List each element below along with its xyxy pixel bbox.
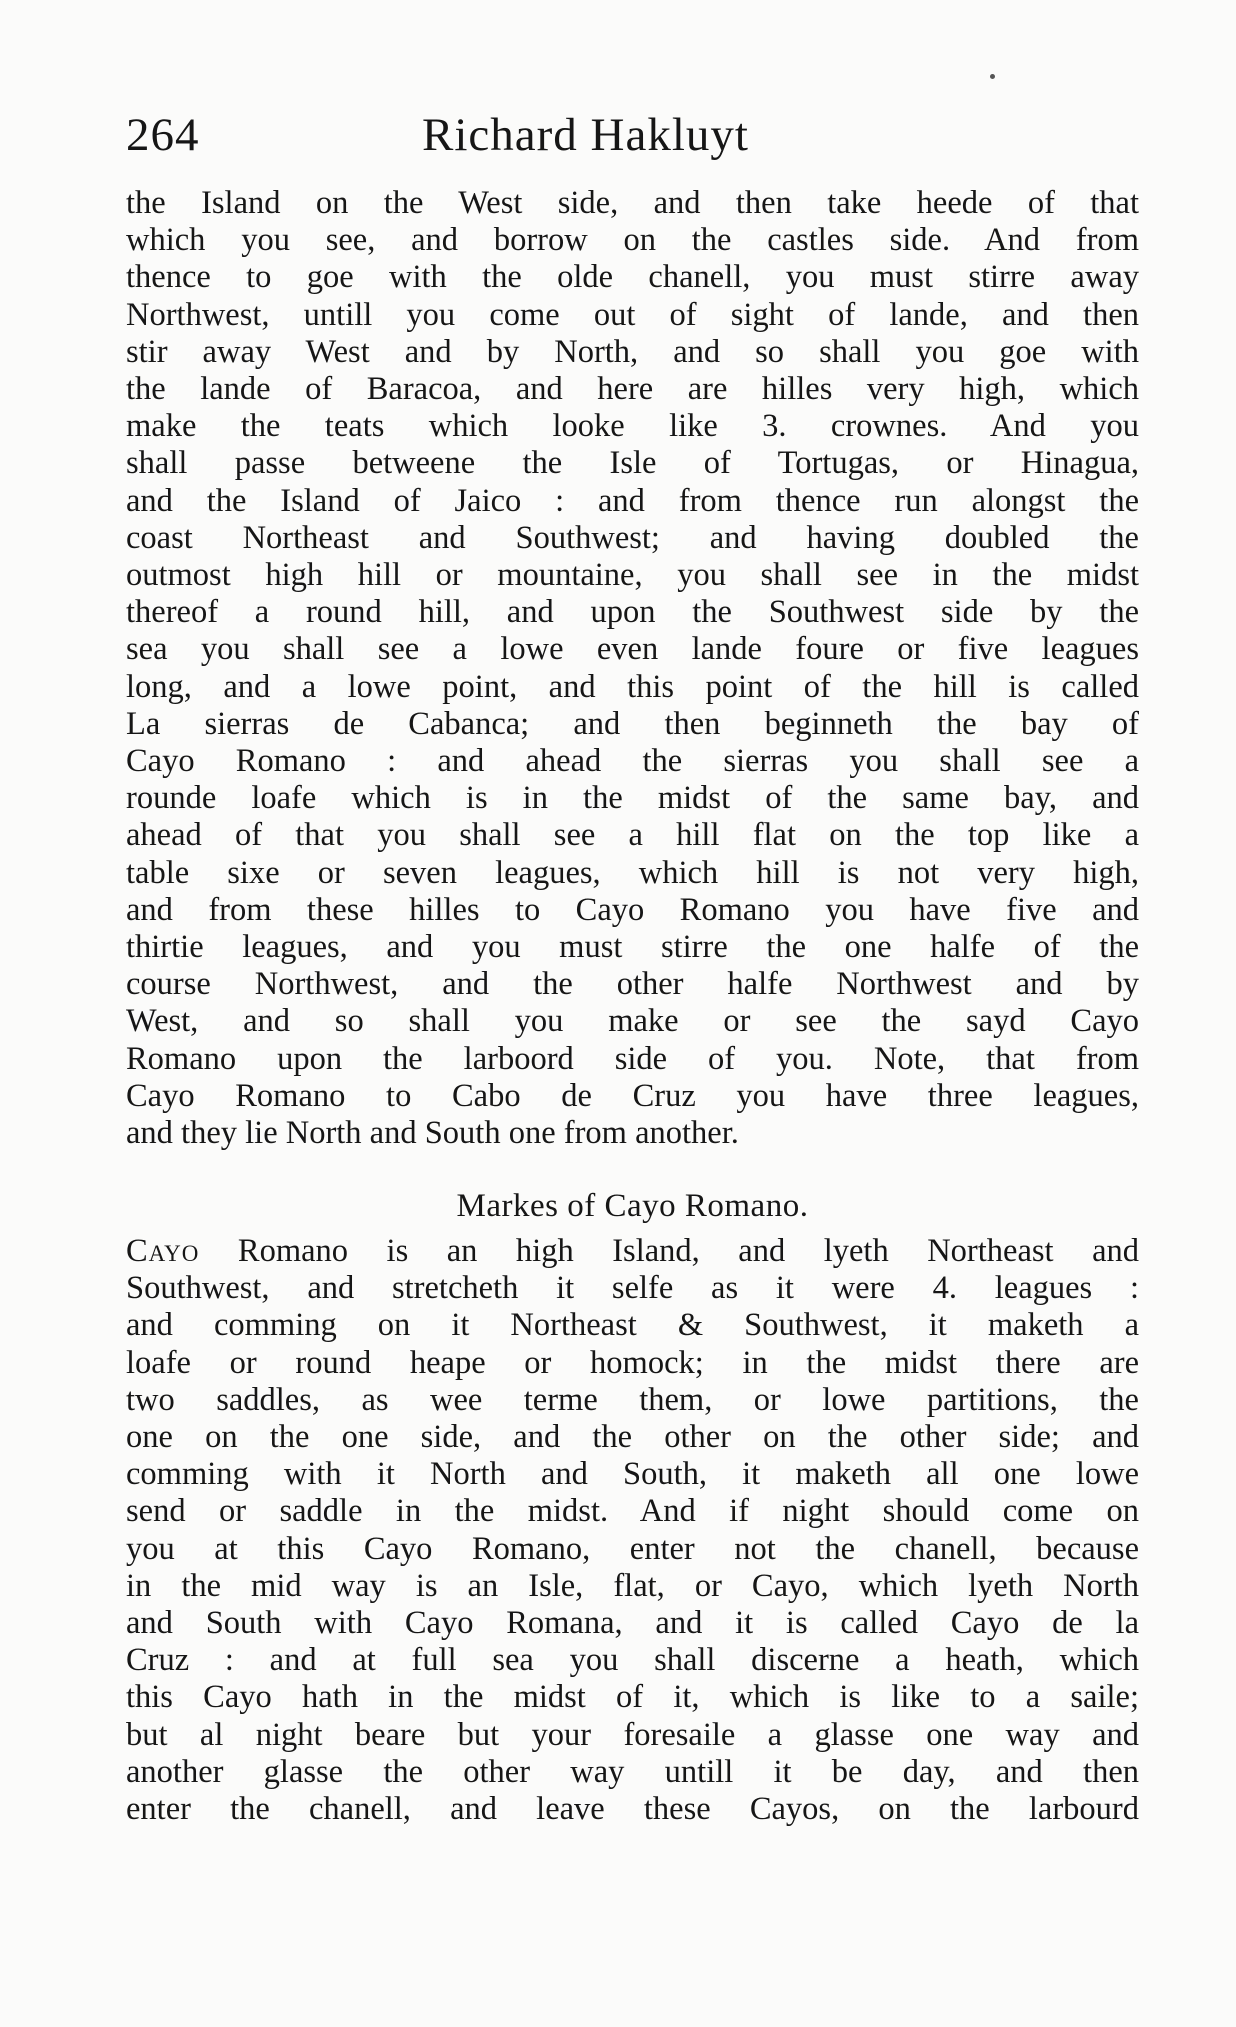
text-line: thirtie leagues, and you must stirre the one halfe of the bbox=[126, 929, 1139, 966]
page-header bbox=[126, 108, 1151, 168]
paragraph-markes bbox=[126, 1233, 1139, 1828]
text-line: outmost high hill or mountaine, you shall see in the midst bbox=[126, 557, 1139, 594]
text-line: long, and a lowe point, and this point of the hill is called bbox=[126, 668, 1139, 705]
first-line-text: Romano is an high Island, and lyeth Northeast and bbox=[199, 1233, 1139, 1269]
text-line: stir away West and by North, and so shall you goe with bbox=[126, 333, 1139, 370]
text-line: thereof a round hill, and upon the Southwest side by the bbox=[126, 594, 1139, 631]
text-line: and comming on it Northeast & Southwest, it maketh a bbox=[126, 1307, 1139, 1344]
text-line: the Island on the West side, and then take heede of that bbox=[126, 185, 1139, 221]
text-line: thence to goe with the olde chanell, you must stirre away bbox=[126, 259, 1139, 296]
text-line: two saddles, as wee terme them, or lowe partitions, the bbox=[126, 1381, 1139, 1418]
text-line: one on the one side, and the other on the other side; and bbox=[126, 1419, 1139, 1456]
text-line: Northwest, untill you come out of sight of lande, and then bbox=[126, 296, 1139, 333]
text-line: Cayo Romano : and ahead the sierras you shall see a bbox=[126, 743, 1139, 780]
text-line-first bbox=[126, 1233, 1139, 1270]
text-line: La sierras de Cabanca; and then beginneth the bay of bbox=[126, 705, 1139, 742]
text-line: you at this Cayo Romano, enter not the chanell, because bbox=[126, 1530, 1139, 1567]
text-line: and they lie North and South one from another. bbox=[126, 1115, 739, 1152]
text-line: Cruz : and at full sea you shall discerne a heath, which bbox=[126, 1642, 1139, 1679]
running-head: Richard Hakluyt bbox=[422, 109, 749, 161]
text-line: which you see, and borrow on the castles side. And from bbox=[126, 222, 1139, 259]
text-line: send or saddle in the midst. And if night should come on bbox=[126, 1493, 1139, 1530]
text-line: course Northwest, and the other halfe Northwest and by bbox=[126, 966, 1139, 1003]
text-line: in the mid way is an Isle, flat, or Cayo, which lyeth North bbox=[126, 1567, 1139, 1604]
paragraph-continued bbox=[126, 185, 1139, 1152]
text-line: ahead of that you shall see a hill flat on the top like a bbox=[126, 817, 1139, 854]
text-line: Cayo Romano to Cabo de Cruz you have three leagues, bbox=[126, 1077, 1139, 1114]
text-line: shall passe betweene the Isle of Tortugas, or Hinagua, bbox=[126, 445, 1139, 482]
text-line: coast Northeast and Southwest; and having doubled the bbox=[126, 519, 1139, 556]
text-line: West, and so shall you make or see the sayd Cayo bbox=[126, 1003, 1139, 1040]
small-caps-lead: Cayo bbox=[126, 1233, 200, 1269]
text-line: Southwest, and stretcheth it selfe as it were 4. leagues : bbox=[126, 1270, 1139, 1307]
text-line: and South with Cayo Romana, and it is called Cayo de la bbox=[126, 1605, 1139, 1642]
text-line: table sixe or seven leagues, which hill is not very high, bbox=[126, 854, 1139, 891]
text-line: rounde loafe which is in the midst of the same bay, and bbox=[126, 780, 1139, 817]
ink-speck bbox=[990, 74, 995, 79]
text-line: and from these hilles to Cayo Romano you have five and bbox=[126, 891, 1139, 928]
text-line: and the Island of Jaico : and from thence run alongst the bbox=[126, 482, 1139, 519]
text-line: another glasse the other way untill it be day, and then bbox=[126, 1753, 1139, 1790]
text-line: make the teats which looke like 3. crownes. And you bbox=[126, 408, 1139, 445]
text-line: but al night beare but your foresaile a glasse one way and bbox=[126, 1716, 1139, 1753]
page-number: 264 bbox=[126, 109, 200, 161]
text-line: loafe or round heape or homock; in the midst there are bbox=[126, 1344, 1139, 1381]
text-line: sea you shall see a lowe even lande foure or five leagues bbox=[126, 631, 1139, 668]
text-line: Romano upon the larboord side of you. Note, that from bbox=[126, 1040, 1139, 1077]
text-line: the lande of Baracoa, and here are hilles very high, which bbox=[126, 371, 1139, 408]
text-line: comming with it North and South, it maketh all one lowe bbox=[126, 1456, 1139, 1493]
text-line: this Cayo hath in the midst of it, which is like to a saile; bbox=[126, 1679, 1139, 1716]
section-heading: Markes of Cayo Romano. bbox=[456, 1188, 809, 1224]
text-line: enter the chanell, and leave these Cayos, on the larbourd bbox=[126, 1791, 1139, 1828]
